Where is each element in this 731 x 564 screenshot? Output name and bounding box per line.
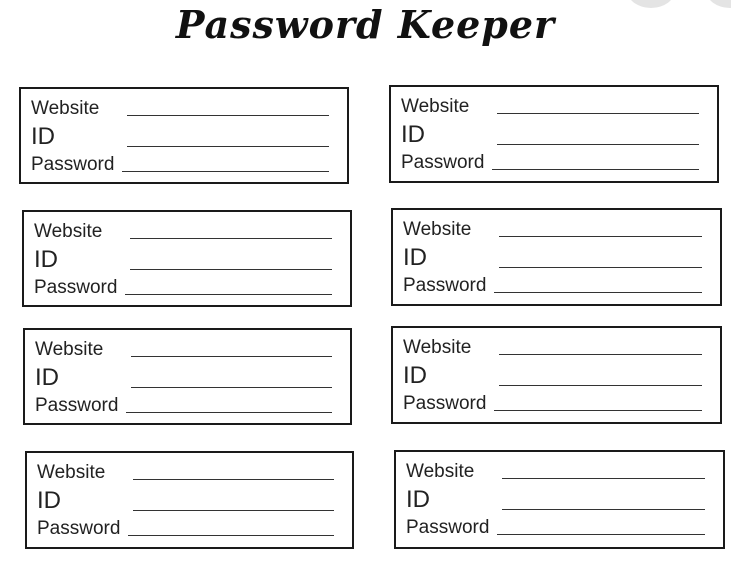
id-row	[34, 246, 332, 274]
website-label: Website	[403, 337, 472, 358]
website-row	[35, 339, 332, 361]
password-entry-card	[23, 328, 352, 425]
password-entry-card	[391, 208, 722, 306]
website-label: Website	[406, 461, 475, 482]
password-label: Password	[403, 393, 487, 414]
password-row	[406, 517, 705, 539]
id-label: ID	[35, 364, 59, 391]
id-row	[37, 487, 334, 515]
password-entry-card	[394, 450, 725, 549]
website-blank-line[interactable]	[131, 356, 332, 357]
password-blank-line[interactable]	[492, 169, 699, 170]
id-label: ID	[406, 486, 430, 513]
id-blank-line[interactable]	[502, 509, 705, 510]
id-row	[35, 364, 332, 392]
id-blank-line[interactable]	[127, 146, 329, 147]
website-row	[403, 337, 702, 359]
website-blank-line[interactable]	[127, 115, 329, 116]
password-label: Password	[401, 152, 485, 173]
password-blank-line[interactable]	[128, 535, 334, 536]
website-row	[401, 96, 699, 118]
website-label: Website	[37, 462, 106, 483]
id-label: ID	[401, 121, 425, 148]
password-row	[401, 152, 699, 174]
id-blank-line[interactable]	[499, 385, 702, 386]
id-label: ID	[31, 123, 55, 150]
website-row	[34, 221, 332, 243]
website-blank-line[interactable]	[502, 478, 705, 479]
password-label: Password	[37, 518, 121, 539]
id-label: ID	[403, 362, 427, 389]
website-label: Website	[31, 98, 100, 119]
password-label: Password	[31, 154, 115, 175]
website-row	[31, 98, 329, 120]
website-blank-line[interactable]	[499, 236, 702, 237]
website-blank-line[interactable]	[497, 113, 699, 114]
id-row	[401, 121, 699, 149]
password-row	[35, 395, 332, 417]
website-row	[406, 461, 705, 483]
website-blank-line[interactable]	[499, 354, 702, 355]
password-blank-line[interactable]	[494, 410, 702, 411]
password-label: Password	[403, 275, 487, 296]
id-row	[406, 486, 705, 514]
id-blank-line[interactable]	[131, 387, 332, 388]
password-blank-line[interactable]	[494, 292, 702, 293]
website-label: Website	[34, 221, 103, 242]
website-label: Website	[403, 219, 472, 240]
id-blank-line[interactable]	[130, 269, 332, 270]
password-blank-line[interactable]	[497, 534, 705, 535]
password-entry-card	[25, 451, 354, 549]
website-blank-line[interactable]	[130, 238, 332, 239]
id-blank-line[interactable]	[133, 510, 334, 511]
website-row	[403, 219, 702, 241]
website-blank-line[interactable]	[133, 479, 334, 480]
password-label: Password	[35, 395, 119, 416]
password-label: Password	[406, 517, 490, 538]
password-label: Password	[34, 277, 118, 298]
password-entry-card	[22, 210, 352, 307]
id-blank-line[interactable]	[499, 267, 702, 268]
id-label: ID	[37, 487, 61, 514]
password-row	[34, 277, 332, 299]
password-entry-card	[391, 326, 722, 424]
id-blank-line[interactable]	[497, 144, 699, 145]
password-blank-line[interactable]	[126, 412, 332, 413]
password-blank-line[interactable]	[122, 171, 329, 172]
password-entry-card	[389, 85, 719, 183]
password-entry-card	[19, 87, 349, 184]
website-row	[37, 462, 334, 484]
password-row	[37, 518, 334, 540]
id-label: ID	[403, 244, 427, 271]
id-row	[31, 123, 329, 151]
id-label: ID	[34, 246, 58, 273]
website-label: Website	[401, 96, 470, 117]
website-label: Website	[35, 339, 104, 360]
password-row	[403, 275, 702, 297]
id-row	[403, 362, 702, 390]
page-title: Password Keeper	[175, 2, 556, 47]
password-row	[403, 393, 702, 415]
id-row	[403, 244, 702, 272]
password-blank-line[interactable]	[125, 294, 332, 295]
password-row	[31, 154, 329, 176]
